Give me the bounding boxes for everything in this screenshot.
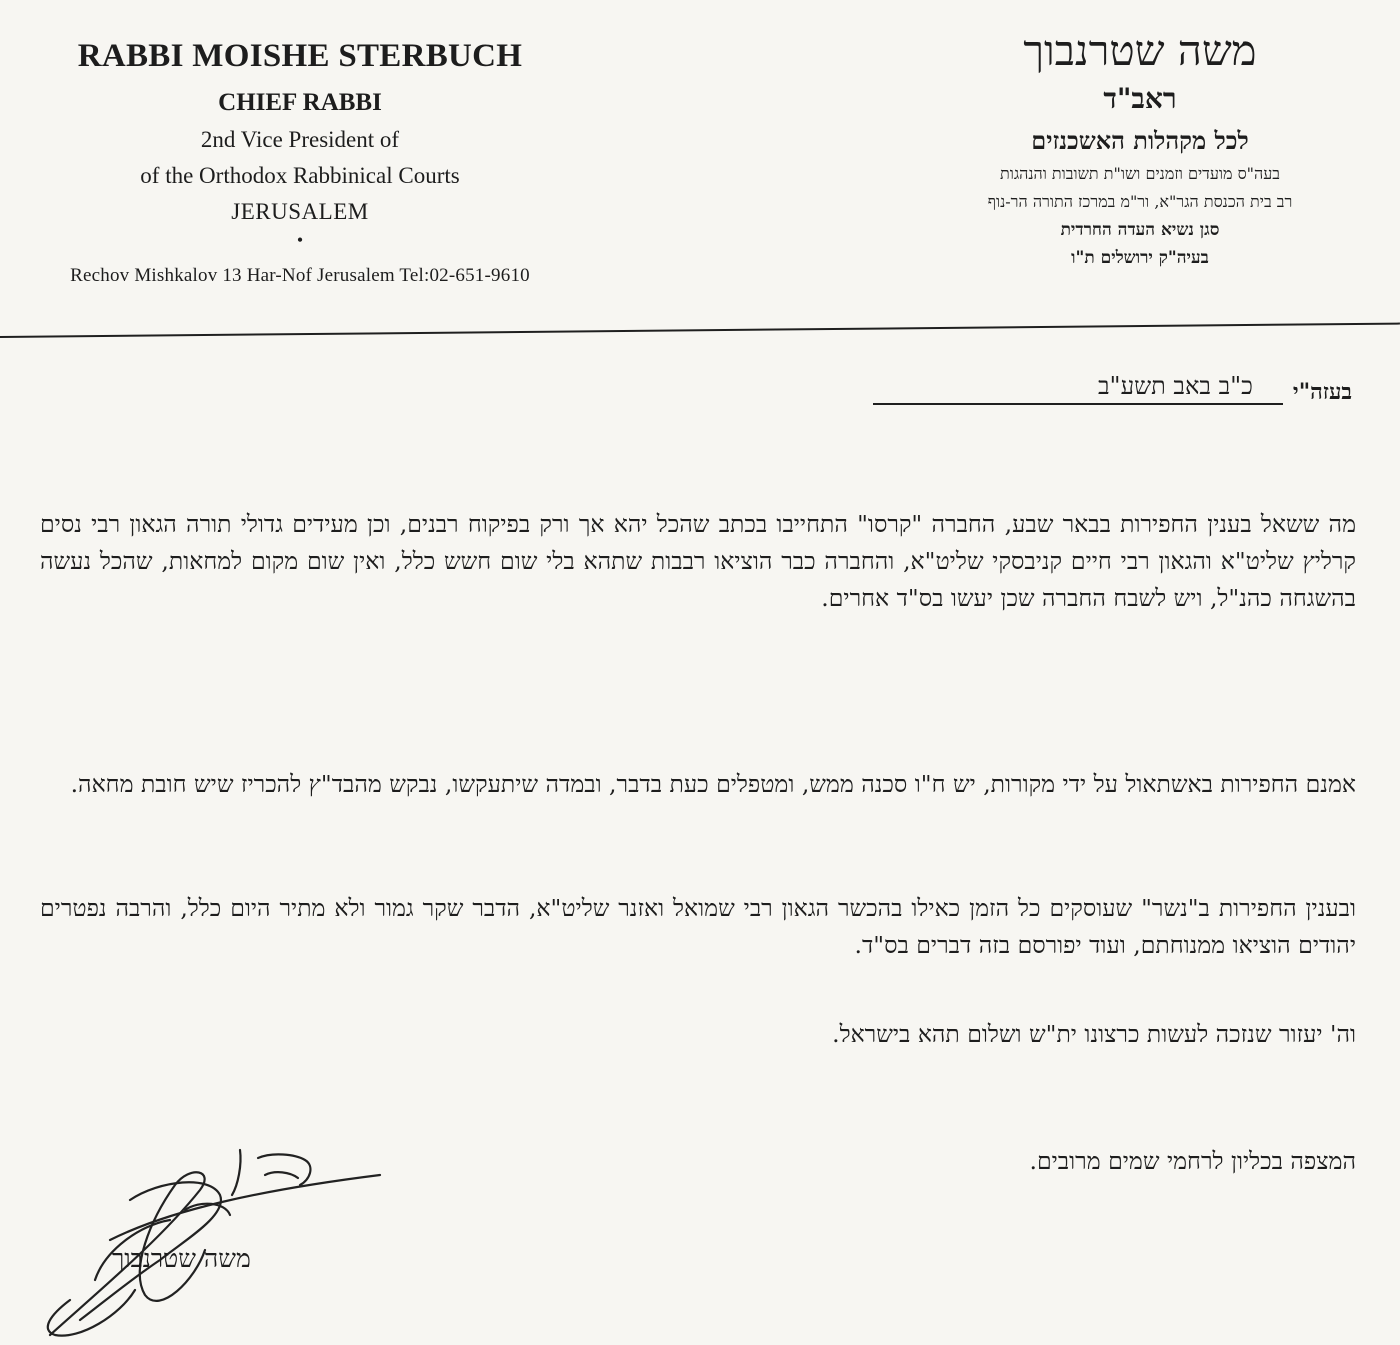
body-paragraph-1: מה ששאל בענין החפירות בבאר שבע, החברה "קרסו" התחייבו בכתב שהכל יהא אך ורק בפיקוח רבנים, וכן מעידים גדולי תורה הגאון רבי נסים קרליץ שליט"א והגאון רבי חיים קניבסקי שליט"א, והחברה כבר הוציאו רבבות שתהא בלי שום חשש כלל, ואין שום מקום למחאות, שהכל נעשה בהשגחה כהנ"ל, ויש לשבח החברה שכן יעשו בס"ד אחרים. (40, 510, 1356, 612)
letterhead-hebrew (880, 24, 1400, 268)
rabbi-title-en: CHIEF RABBI (218, 89, 382, 116)
position-line-2-en: of the Orthodox Rabbinical Courts (140, 163, 460, 188)
printed-name: משה שטרנבוך (112, 1244, 251, 1273)
credential-line-2-he: רב בית הכנסת הגר"א, ור"מ במרכז התורה הר-נוף (987, 192, 1293, 211)
body-paragraph-2: אמנם החפירות באשתאול על ידי מקורות, יש ח"ו סכנה ממש, ומטפלים כעת בדבר, ובמדה שיתעקשו, נבקש מהבד"ץ להכריז שיש חובת מחאה. (70, 770, 1356, 798)
rabbi-subtitle-he: לכל מקהלות האשכנזים (1031, 126, 1249, 155)
rabbi-name-he: משה שטרנבוך (1023, 26, 1257, 75)
closing-line: המצפה בכליון לרחמי שמים מרובים. (1029, 1147, 1356, 1175)
date-prefix: בעזה"י (1292, 379, 1352, 405)
handwritten-signature (10, 1130, 410, 1345)
date-line (873, 372, 1352, 405)
address-en: Rechov Mishkalov 13 Har-Nof Jerusalem Tel:02-651-9610 (70, 265, 530, 286)
letterhead-divider (0, 323, 1400, 338)
date-value: כ"ב באב תשע"ב (873, 372, 1283, 405)
letterhead-english (10, 30, 590, 287)
credential-line-3-he: סגן נשיא העדה החרדית (1060, 220, 1220, 240)
rabbi-name-en: RABBI MOISHE STERBUCH (77, 38, 523, 74)
city-en: JERUSALEM (231, 199, 369, 224)
body-paragraph-3: ובענין החפירות ב"נשר" שעוסקים כל הזמן כאילו בהכשר הגאון רבי שמואל ואזנר שליט"א, הדבר שקר גמור ולא מתיר היום כלל, והרבה נפטרים יהודים הוציאו ממנוחתם, ועוד יפורסם בזה דברים בס"ד. (40, 894, 1356, 959)
body-paragraph-4: וה' יעזור שנזכה לעשות כרצונו ית"ש ושלום תהא בישראל. (832, 1020, 1356, 1048)
credential-line-4-he: בעיה"ק ירושלים ת"ו (1071, 248, 1209, 268)
credential-line-1-he: בעה"ס מועדים וזמנים ושו"ת תשובות והנהגות (1000, 164, 1280, 183)
rabbi-title-he: ראב"ד (1103, 82, 1177, 115)
position-line-1-en: 2nd Vice President of (200, 127, 400, 152)
separator-dot: • (296, 230, 304, 250)
